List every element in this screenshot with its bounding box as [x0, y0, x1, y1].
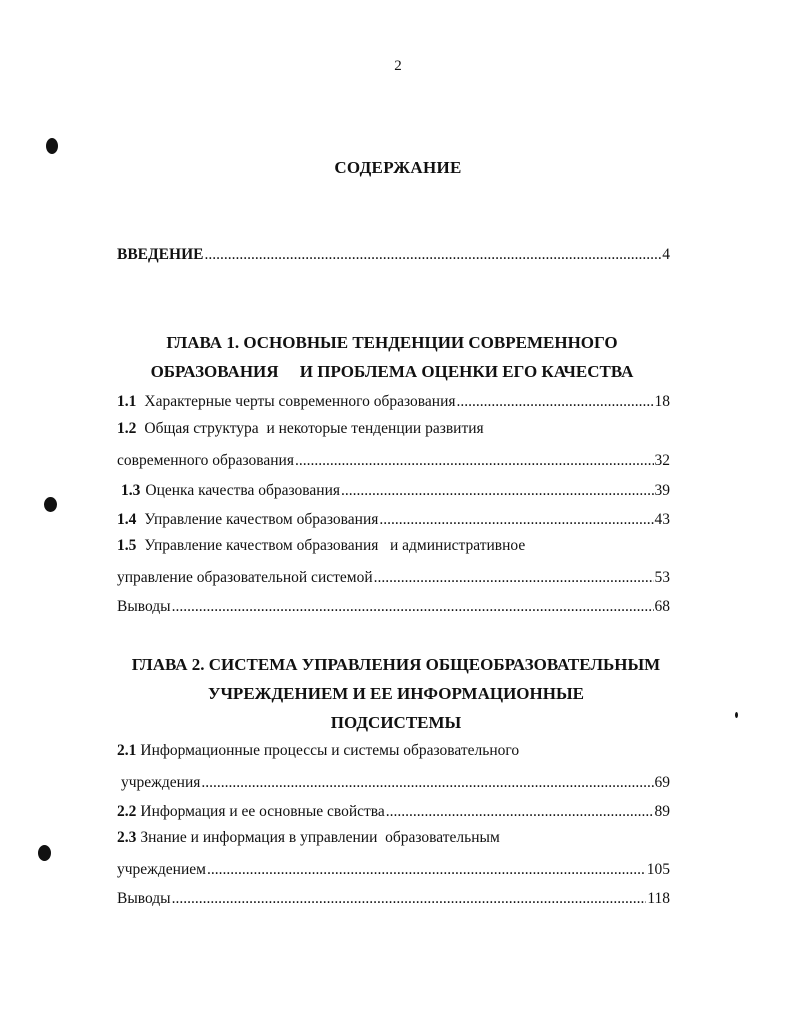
toc-entry-conclusions-2[interactable] — [117, 884, 670, 908]
toc-text: Управление качеством образования и административное — [144, 537, 526, 554]
toc-intro-label: ВВЕДЕНИЕ — [117, 246, 204, 263]
scan-speck — [46, 138, 58, 154]
toc-entry-2-1[interactable] — [121, 768, 670, 792]
toc-text: управление образовательной системой — [117, 569, 373, 586]
toc-page: 39 — [654, 482, 670, 499]
scan-speck — [735, 712, 738, 718]
toc-entry-2-1-line1[interactable] — [117, 742, 519, 760]
leader-dots — [172, 598, 654, 616]
toc-page: 18 — [654, 393, 670, 410]
chapter1-heading-line2: ОБРАЗОВАНИЯ И ПРОБЛЕМА ОЦЕНКИ ЕГО КАЧЕСТВА — [150, 362, 634, 381]
toc-page: 118 — [647, 890, 670, 907]
toc-entry-2-3[interactable] — [117, 855, 670, 879]
toc-entry-conclusions-1[interactable] — [117, 592, 670, 616]
toc-text: Общая структура и некоторые тенденции развития — [144, 420, 484, 437]
leader-dots — [207, 861, 646, 879]
toc-page: 69 — [654, 774, 670, 791]
toc-text: Характерные черты современного образования — [144, 393, 456, 410]
leader-dots — [457, 393, 654, 411]
leader-dots — [172, 890, 647, 908]
toc-entry-1-2-line1[interactable] — [117, 420, 484, 438]
toc-num: 2.3 — [117, 829, 137, 846]
toc-text: современного образования — [117, 452, 294, 469]
toc-entry-1-1[interactable] — [117, 387, 670, 411]
toc-intro-page: 4 — [662, 246, 670, 263]
toc-entry-1-4[interactable] — [117, 505, 670, 529]
toc-text: Знание и информация в управлении образовательным — [140, 829, 500, 846]
leader-dots — [341, 482, 654, 500]
toc-entry-1-3[interactable] — [121, 476, 670, 500]
chapter1-heading — [112, 328, 672, 386]
chapter2-heading-line2: УЧРЕЖДЕНИЕМ И ЕЕ ИНФОРМАЦИОННЫЕ — [207, 684, 584, 703]
toc-page: 53 — [654, 569, 670, 586]
toc-text: учреждения — [121, 774, 201, 791]
toc-num: 1.5 — [117, 537, 137, 554]
toc-page: 68 — [654, 598, 670, 615]
leader-dots — [201, 774, 653, 792]
page-number: 2 — [394, 58, 402, 74]
toc-page: 32 — [654, 452, 670, 469]
toc-num: 2.2 — [117, 803, 137, 820]
chapter2-heading — [100, 650, 692, 737]
scan-speck — [38, 845, 51, 861]
toc-entry-1-5-line1[interactable] — [117, 537, 525, 555]
toc-text: Выводы — [117, 890, 171, 907]
toc-entry-1-2[interactable] — [117, 446, 670, 470]
toc-text: учреждением — [117, 861, 206, 878]
leader-dots — [204, 246, 661, 264]
toc-text: Управление качеством образования — [144, 511, 379, 528]
toc-num: 1.4 — [117, 511, 137, 528]
toc-entry-2-2[interactable] — [117, 797, 670, 821]
scan-speck — [44, 497, 57, 512]
toc-text: Информационные процессы и системы образовательного — [140, 742, 520, 759]
toc-entry-1-5[interactable] — [117, 563, 670, 587]
toc-entry-intro[interactable] — [117, 240, 670, 264]
leader-dots — [386, 803, 654, 821]
toc-num: 1.2 — [117, 420, 137, 437]
chapter2-heading-line3: ПОДСИСТЕМЫ — [330, 713, 462, 732]
chapter2-heading-line1: ГЛАВА 2. СИСТЕМА УПРАВЛЕНИЯ ОБЩЕОБРАЗОВАТЕЛЬНЫМ — [131, 655, 661, 674]
toc-entry-2-3-line1[interactable] — [117, 829, 500, 847]
leader-dots — [379, 511, 653, 529]
toc-text: Информация и ее основные свойства — [140, 803, 385, 820]
document-title: СОДЕРЖАНИЕ — [334, 158, 462, 177]
toc-page: 105 — [646, 861, 670, 878]
leader-dots — [374, 569, 654, 587]
chapter1-heading-line1: ГЛАВА 1. ОСНОВНЫЕ ТЕНДЕНЦИИ СОВРЕМЕННОГО — [166, 333, 618, 352]
toc-num: 1.1 — [117, 393, 137, 410]
toc-num: 1.3 — [121, 482, 141, 499]
toc-page: 43 — [654, 511, 670, 528]
toc-page: 89 — [654, 803, 670, 820]
toc-text: Оценка качества образования — [145, 482, 340, 499]
leader-dots — [295, 452, 654, 470]
toc-text: Выводы — [117, 598, 171, 615]
toc-num: 2.1 — [117, 742, 137, 759]
